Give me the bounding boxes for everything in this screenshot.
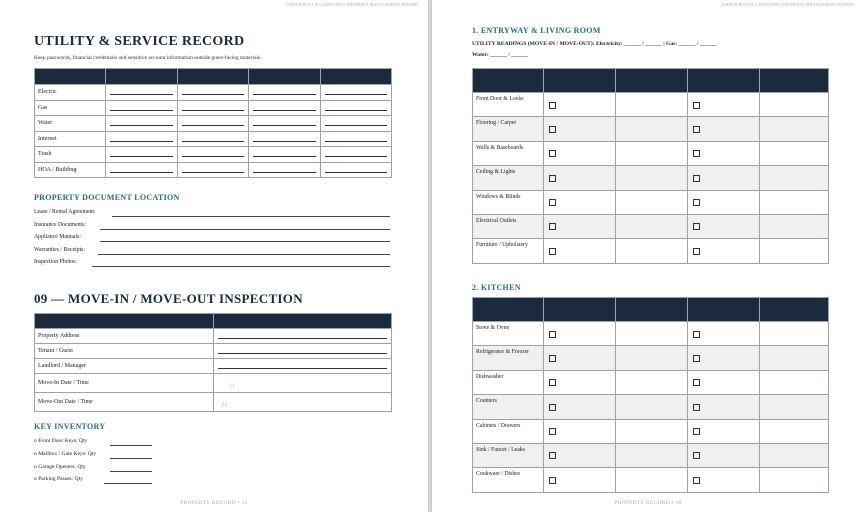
entryway-inspection-table <box>472 68 829 264</box>
checkbox-icon[interactable] <box>549 379 556 386</box>
kitchen-item-label: Refrigerator & Freezer <box>473 346 544 370</box>
document-entry-line[interactable] <box>100 229 390 230</box>
checkbox-icon[interactable] <box>693 477 700 484</box>
checkbox-icon[interactable] <box>549 477 556 484</box>
inspection-label: Move-Out Date / Time <box>35 393 214 412</box>
entry-line <box>253 151 316 157</box>
utility-row <box>35 147 392 163</box>
entryway-cell[interactable] <box>544 239 616 263</box>
page-header: AIRBNB HOST & LANDLORD • PROPERTY MANAGEMENT BINDER <box>285 2 418 7</box>
utility-row <box>35 85 392 101</box>
utility-entry-cell[interactable] <box>249 131 321 147</box>
entryway-cell <box>616 93 688 117</box>
document-entry-line[interactable] <box>98 254 390 255</box>
page-footer: PROPERTY RECORD • 16 <box>614 500 682 506</box>
utility-entry-cell[interactable] <box>320 131 392 147</box>
document-row-label: Insurance Documents: <box>34 221 86 228</box>
entryway-item-label: Furniture / Upholstery <box>473 239 544 263</box>
checkbox-icon[interactable] <box>549 331 556 338</box>
kitchen-cell[interactable] <box>688 468 760 492</box>
kitchen-cell[interactable] <box>544 443 616 467</box>
kitchen-item-label: Counters <box>473 395 544 419</box>
inspection-label: Move-In Date / Time <box>35 374 214 393</box>
kitchen-cell[interactable] <box>544 419 616 443</box>
kitchen-cell <box>760 346 829 370</box>
checkbox-icon[interactable] <box>693 331 700 338</box>
entry-line <box>110 151 173 157</box>
checkbox-icon[interactable] <box>693 223 700 230</box>
checkbox-icon[interactable] <box>693 355 700 362</box>
entryway-cell[interactable] <box>688 190 760 214</box>
checkbox-icon[interactable] <box>693 175 700 182</box>
inspection-header-cell <box>214 314 392 329</box>
entry-line <box>325 120 388 126</box>
kitchen-row <box>473 443 829 467</box>
entryway-cell[interactable] <box>544 166 616 190</box>
utility-entry-cell[interactable] <box>106 100 178 116</box>
utility-entry-cell[interactable] <box>249 85 321 101</box>
entryway-cell <box>760 93 829 117</box>
document-entry-line[interactable] <box>92 266 390 267</box>
entryway-cell[interactable] <box>544 214 616 238</box>
checkbox-icon[interactable] <box>549 150 556 157</box>
document-row-label: Warranties / Receipts: <box>34 246 86 253</box>
entry-line <box>182 89 245 95</box>
utility-row <box>35 131 392 147</box>
entry-line <box>325 105 388 111</box>
utility-table <box>34 68 392 178</box>
checkbox-icon[interactable] <box>693 150 700 157</box>
kitchen-cell <box>616 468 688 492</box>
entryway-header-cell <box>544 69 616 93</box>
utility-header-cell <box>320 69 392 85</box>
utility-title: UTILITY & SERVICE RECORD <box>34 34 245 49</box>
entry-line <box>182 167 245 173</box>
entry-line <box>253 120 316 126</box>
entryway-header-cell <box>688 69 760 93</box>
entryway-cell <box>616 141 688 165</box>
utility-entry-cell[interactable] <box>249 162 321 178</box>
entryway-cell[interactable] <box>688 166 760 190</box>
entryway-item-label: Electrical Outlets <box>473 214 544 238</box>
checkbox-icon[interactable] <box>693 102 700 109</box>
utility-header-cell <box>177 69 249 85</box>
inspection-label: Landlord / Manager <box>35 359 214 374</box>
checkbox-icon[interactable] <box>693 428 700 435</box>
inspection-entry-cell[interactable] <box>214 374 392 393</box>
checkbox-icon[interactable] <box>693 379 700 386</box>
utility-row <box>35 162 392 178</box>
entry-line <box>182 136 245 142</box>
checkbox-icon[interactable] <box>693 452 700 459</box>
key-inventory-item: o Garage Openers: Qty <box>34 463 86 470</box>
key-inventory-item: o Front Door Keys: Qty <box>34 438 88 444</box>
entryway-row <box>473 239 829 263</box>
entryway-cell <box>760 166 829 190</box>
entryway-header-cell <box>473 69 544 93</box>
entryway-item-label: Ceiling & Lights <box>473 166 544 190</box>
utility-note: Keep passwords, financial credentials and sensitive account information outside guest-facing materials. <box>34 55 262 61</box>
document-row-label: Inspection Photos: <box>34 259 77 266</box>
utility-entry-cell[interactable] <box>106 162 178 178</box>
utility-entry-cell[interactable] <box>320 162 392 178</box>
kitchen-cell <box>760 370 829 394</box>
checkbox-icon[interactable] <box>693 199 700 206</box>
inspection-row <box>35 374 392 393</box>
utility-entry-cell[interactable] <box>249 147 321 163</box>
kitchen-cell[interactable] <box>688 443 760 467</box>
utility-entry-cell[interactable] <box>320 116 392 132</box>
utility-entry-cell[interactable] <box>106 147 178 163</box>
inspection-entry-cell[interactable] <box>214 344 392 359</box>
page-footer: PROPERTY RECORD • 15 <box>180 500 248 506</box>
kitchen-cell[interactable] <box>688 322 760 346</box>
checkbox-icon[interactable] <box>549 404 556 411</box>
entryway-row <box>473 166 829 190</box>
entryway-cell <box>760 117 829 141</box>
kitchen-item-label: Cabinets / Drawers <box>473 419 544 443</box>
entryway-item-label: Flooring / Carpet <box>473 117 544 141</box>
entry-line <box>110 89 173 95</box>
kitchen-cell[interactable] <box>544 468 616 492</box>
section-entryway-title: 1. ENTRYWAY & LIVING ROOM <box>472 26 601 35</box>
entryway-item-label: Front Door & Locks <box>473 93 544 117</box>
entryway-cell[interactable] <box>544 117 616 141</box>
entryway-row <box>473 214 829 238</box>
kitchen-item-label: Dishwasher <box>473 370 544 394</box>
checkbox-icon[interactable] <box>549 223 556 230</box>
entry-line <box>325 167 388 173</box>
key-inventory-item: o Mailbox / Gate Keys: Qty <box>34 450 97 457</box>
utility-readings-line: UTILITY READINGS (MOVE-IN / MOVE-OUT): Electricity: ______ / ______ | Gas: ______ / ______ <box>472 41 717 47</box>
move-in-date-value: / / <box>230 383 235 389</box>
entryway-cell[interactable] <box>688 117 760 141</box>
entryway-cell <box>616 166 688 190</box>
utility-entry-cell[interactable] <box>249 100 321 116</box>
kitchen-header-cell <box>760 298 829 322</box>
utility-readings-water: Water: ______ / ______ <box>472 52 529 58</box>
entryway-cell[interactable] <box>688 141 760 165</box>
entryway-cell[interactable] <box>544 141 616 165</box>
document-row-label: Lease / Rental Agreement: <box>34 209 96 215</box>
entryway-row <box>473 190 829 214</box>
checkbox-icon[interactable] <box>549 355 556 362</box>
utility-label: Internet <box>35 131 106 147</box>
kitchen-cell <box>616 370 688 394</box>
entry-line <box>253 167 316 173</box>
kitchen-header-cell <box>544 298 616 322</box>
inspection-table <box>34 313 392 412</box>
kitchen-row <box>473 370 829 394</box>
kitchen-item-label: Sink / Faucet / Leaks <box>473 443 544 467</box>
entry-line <box>325 89 388 95</box>
utility-entry-cell[interactable] <box>177 162 249 178</box>
key-qty-line[interactable] <box>110 458 152 459</box>
kitchen-row <box>473 346 829 370</box>
entryway-item-label: Walls & Baseboards <box>473 141 544 165</box>
entryway-cell <box>616 190 688 214</box>
checkbox-icon[interactable] <box>549 428 556 435</box>
key-inventory-item: o Parking Passes: Qty <box>34 476 83 483</box>
kitchen-cell <box>616 419 688 443</box>
entry-line <box>182 105 245 111</box>
utility-header-cell <box>249 69 321 85</box>
entryway-cell[interactable] <box>688 239 760 263</box>
kitchen-cell <box>760 322 829 346</box>
entryway-row <box>473 117 829 141</box>
kitchen-header-cell <box>616 298 688 322</box>
utility-entry-cell[interactable] <box>249 116 321 132</box>
entry-line <box>253 136 316 142</box>
kitchen-header-cell <box>473 298 544 322</box>
entry-line <box>253 105 316 111</box>
entryway-row <box>473 93 829 117</box>
inspection-title: 09 — MOVE-IN / MOVE-OUT INSPECTION <box>34 291 303 306</box>
utility-entry-cell[interactable] <box>177 100 249 116</box>
entry-line <box>110 105 173 111</box>
kitchen-header-cell <box>688 298 760 322</box>
kitchen-item-label: Stove & Oven <box>473 322 544 346</box>
entry-line <box>218 348 387 354</box>
page-15 <box>0 0 428 512</box>
kitchen-row <box>473 395 829 419</box>
utility-entry-cell[interactable] <box>177 131 249 147</box>
utility-entry-cell[interactable] <box>320 100 392 116</box>
key-inventory-title: KEY INVENTORY <box>34 422 106 431</box>
entryway-cell <box>760 214 829 238</box>
checkbox-icon[interactable] <box>549 248 556 255</box>
utility-label: Water <box>35 116 106 132</box>
checkbox-icon[interactable] <box>693 404 700 411</box>
entryway-cell[interactable] <box>544 190 616 214</box>
kitchen-cell <box>760 395 829 419</box>
entry-line <box>218 363 387 369</box>
utility-label: Gas <box>35 100 106 116</box>
checkbox-icon[interactable] <box>549 199 556 206</box>
entryway-cell <box>760 190 829 214</box>
utility-entry-cell[interactable] <box>177 116 249 132</box>
kitchen-cell[interactable] <box>688 370 760 394</box>
utility-row <box>35 100 392 116</box>
kitchen-cell[interactable] <box>544 370 616 394</box>
entry-line <box>325 136 388 142</box>
key-qty-line[interactable] <box>110 445 152 446</box>
kitchen-cell[interactable] <box>688 419 760 443</box>
document-entry-line[interactable] <box>112 216 390 217</box>
utility-entry-cell[interactable] <box>320 85 392 101</box>
kitchen-item-label: Cookware / Dishes <box>473 468 544 492</box>
entryway-header-cell <box>616 69 688 93</box>
utility-header-cell <box>35 69 106 85</box>
kitchen-cell <box>616 322 688 346</box>
kitchen-cell <box>616 443 688 467</box>
kitchen-cell <box>616 346 688 370</box>
utility-entry-cell[interactable] <box>177 147 249 163</box>
kitchen-cell[interactable] <box>544 346 616 370</box>
utility-label: HOA / Building <box>35 162 106 178</box>
checkbox-icon[interactable] <box>549 175 556 182</box>
kitchen-cell <box>616 395 688 419</box>
entry-line <box>110 136 173 142</box>
inspection-row <box>35 344 392 359</box>
inspection-row <box>35 359 392 374</box>
entryway-cell <box>760 141 829 165</box>
document-entry-line[interactable] <box>100 241 390 242</box>
utility-row <box>35 116 392 132</box>
inspection-entry-cell[interactable] <box>214 329 392 344</box>
checkbox-icon[interactable] <box>549 102 556 109</box>
entry-line <box>110 167 173 173</box>
kitchen-inspection-table <box>472 297 829 493</box>
entry-line <box>253 89 316 95</box>
utility-label: Trash <box>35 147 106 163</box>
key-qty-line[interactable] <box>110 471 152 472</box>
kitchen-row <box>473 419 829 443</box>
inspection-label: Tenant / Guest <box>35 344 214 359</box>
kitchen-cell <box>760 443 829 467</box>
utility-entry-cell[interactable] <box>177 85 249 101</box>
entryway-header-cell <box>760 69 829 93</box>
entryway-cell <box>760 239 829 263</box>
utility-entry-cell[interactable] <box>320 147 392 163</box>
utility-entry-cell[interactable] <box>106 131 178 147</box>
entry-line <box>110 120 173 126</box>
checkbox-icon[interactable] <box>549 126 556 133</box>
page-header: AIRBNB HOST & LANDLORD • PROPERTY MANAGEMENT BINDER <box>721 2 854 7</box>
checkbox-icon[interactable] <box>693 126 700 133</box>
kitchen-cell <box>760 468 829 492</box>
document-location-title: PROPERTY DOCUMENT LOCATION <box>34 193 180 202</box>
inspection-row <box>35 393 392 412</box>
kitchen-cell[interactable] <box>544 395 616 419</box>
kitchen-row <box>473 322 829 346</box>
inspection-entry-cell[interactable] <box>214 393 392 412</box>
kitchen-cell[interactable] <box>688 395 760 419</box>
entry-line <box>325 151 388 157</box>
inspection-entry-cell[interactable] <box>214 359 392 374</box>
entryway-item-label: Windows & Blinds <box>473 190 544 214</box>
utility-entry-cell[interactable] <box>106 85 178 101</box>
move-out-date-value: / / <box>222 402 227 408</box>
key-qty-line[interactable] <box>104 483 152 484</box>
kitchen-cell <box>760 419 829 443</box>
kitchen-cell[interactable] <box>544 322 616 346</box>
entryway-cell[interactable] <box>688 214 760 238</box>
inspection-row <box>35 329 392 344</box>
entryway-cell[interactable] <box>688 93 760 117</box>
entry-line <box>218 333 387 339</box>
entryway-cell[interactable] <box>544 93 616 117</box>
checkbox-icon[interactable] <box>693 248 700 255</box>
entryway-cell <box>616 239 688 263</box>
inspection-label: Property Address <box>35 329 214 344</box>
checkbox-icon[interactable] <box>549 452 556 459</box>
entryway-cell <box>616 214 688 238</box>
utility-entry-cell[interactable] <box>106 116 178 132</box>
document-row-label: Appliance Manuals: <box>34 234 81 241</box>
utility-label: Electric <box>35 85 106 101</box>
entry-line <box>182 151 245 157</box>
inspection-header-cell <box>35 314 214 329</box>
kitchen-row <box>473 468 829 492</box>
kitchen-cell[interactable] <box>688 346 760 370</box>
page-16 <box>432 0 864 512</box>
entry-line <box>182 120 245 126</box>
utility-header-cell <box>106 69 178 85</box>
entryway-row <box>473 141 829 165</box>
entryway-cell <box>616 117 688 141</box>
section-kitchen-title: 2. KITCHEN <box>472 283 521 292</box>
